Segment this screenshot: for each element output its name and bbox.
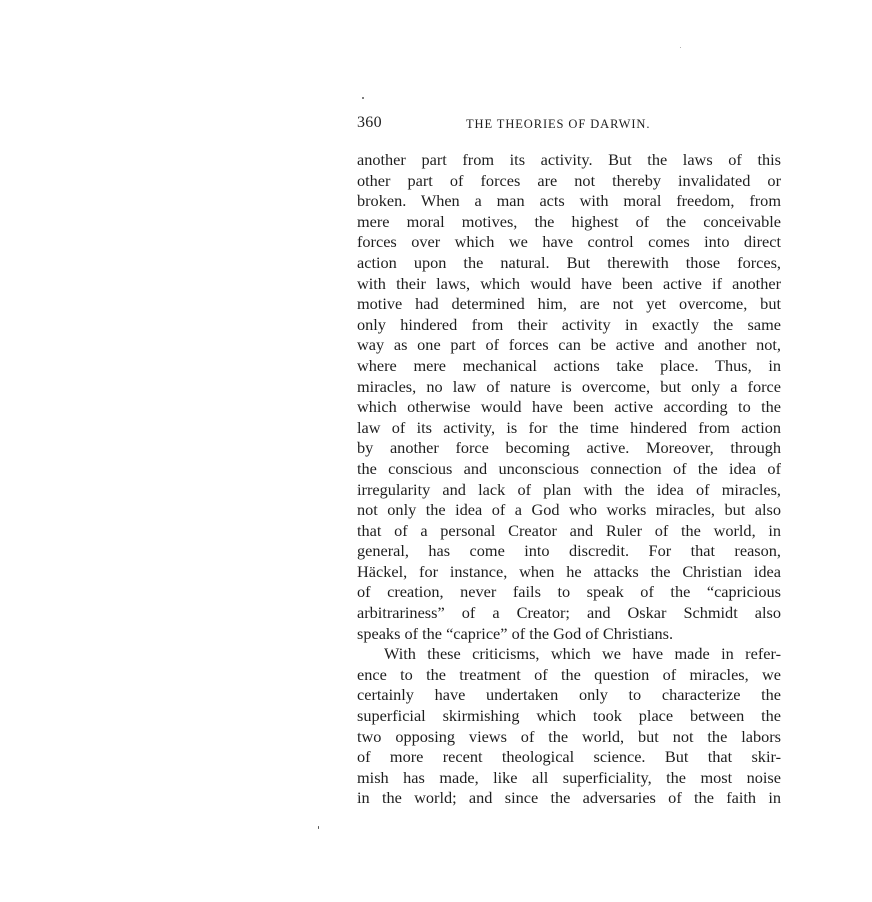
text-line: with their laws, which would have been active if another [357, 273, 781, 293]
ink-speck [362, 97, 364, 99]
body-text [357, 150, 781, 809]
text-line: by another force becoming active. Moreover, through [357, 438, 781, 458]
text-line: of creation, never fails to speak of the “capricious [357, 582, 781, 602]
text-line: two opposing views of the world, but not the labors [357, 726, 781, 746]
text-line: law of its activity, is for the time hindered from action [357, 417, 781, 437]
text-line: of more recent theological science. But that skir- [357, 747, 781, 767]
text-line: action upon the natural. But therewith those forces, [357, 252, 781, 272]
running-head: THE THEORIES OF DARWIN. [466, 117, 651, 131]
text-line: broken. When a man acts with moral freedom, from [357, 191, 781, 211]
text-line: other part of forces are not thereby invalidated or [357, 170, 781, 190]
text-line: certainly have undertaken only to characterize the [357, 685, 781, 705]
text-line: in the world; and since the adversaries of the faith in [357, 788, 781, 808]
text-line: which otherwise would have been active according to the [357, 397, 781, 417]
text-line: arbitrariness” of a Creator; and Oskar Schmidt also [357, 603, 781, 623]
text-line: With these criticisms, which we have made in refer- [384, 644, 781, 664]
paragraph [357, 644, 781, 809]
text-line: that of a personal Creator and Ruler of the world, in [357, 520, 781, 540]
text-line: another part from its activity. But the laws of this [357, 150, 781, 169]
ink-speck [318, 826, 319, 829]
text-line: not only the idea of a God who works miracles, but also [357, 500, 781, 520]
text-line: Häckel, for instance, when he attacks the Christian idea [357, 561, 781, 581]
page-header [357, 114, 781, 136]
text-line: motive had determined him, are not yet overcome, but [357, 294, 781, 314]
text-line: superficial skirmishing which took place between the [357, 706, 781, 726]
text-line: speaks of the “caprice” of the God of Christians. [357, 623, 674, 643]
text-line: mere moral motives, the highest of the conceivable [357, 211, 781, 231]
page-number: 360 [357, 114, 382, 131]
text-line: general, has come into discredit. For that reason, [357, 541, 781, 561]
text-line: where mere mechanical actions take place. Thus, in [357, 355, 781, 375]
text-line: the conscious and unconscious connection of the idea of [357, 458, 781, 478]
text-line: miracles, no law of nature is overcome, but only a force [357, 376, 781, 396]
paragraph [357, 150, 781, 644]
text-line: only hindered from their activity in exactly the same [357, 314, 781, 334]
text-line: forces over which we have control comes into direct [357, 232, 781, 252]
ink-speck [680, 47, 681, 48]
text-line: ence to the treatment of the question of miracles, we [357, 664, 781, 684]
text-line: irregularity and lack of plan with the idea of miracles, [357, 479, 781, 499]
text-line: way as one part of forces can be active and another not, [357, 335, 781, 355]
text-line: mish has made, like all superficiality, the most noise [357, 767, 781, 787]
